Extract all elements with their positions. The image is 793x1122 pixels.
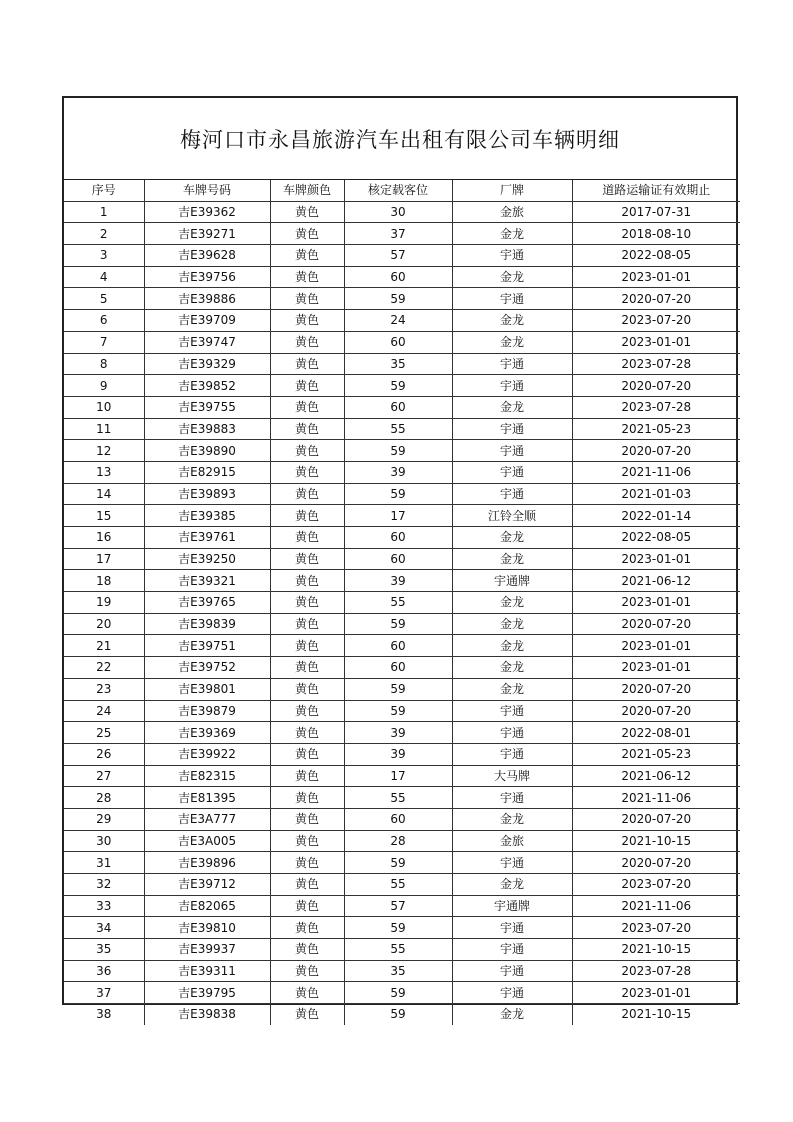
- cell-plate-number: 吉E39886: [144, 288, 270, 310]
- cell-plate-color: 黄色: [270, 700, 344, 722]
- cell-plate-number: 吉E39765: [144, 592, 270, 614]
- cell-plate-number: 吉E39852: [144, 375, 270, 397]
- cell-brand: 宇通: [452, 743, 572, 765]
- cell-permit-expiry: 2020-07-20: [572, 808, 740, 830]
- table-row: [64, 375, 740, 397]
- cell-permit-expiry: 2023-07-28: [572, 960, 740, 982]
- cell-plate-number: 吉E39362: [144, 201, 270, 223]
- cell-index: 4: [64, 266, 144, 288]
- cell-seat-capacity: 57: [344, 245, 452, 267]
- cell-brand: 金旅: [452, 201, 572, 223]
- cell-permit-expiry: 2017-07-31: [572, 201, 740, 223]
- cell-brand: 宇通: [452, 700, 572, 722]
- cell-permit-expiry: 2021-01-03: [572, 483, 740, 505]
- cell-brand: 金龙: [452, 678, 572, 700]
- cell-plate-number: 吉E81395: [144, 787, 270, 809]
- cell-seat-capacity: 17: [344, 765, 452, 787]
- cell-plate-number: 吉E39709: [144, 310, 270, 332]
- cell-brand: 金旅: [452, 830, 572, 852]
- cell-plate-color: 黄色: [270, 527, 344, 549]
- cell-index: 33: [64, 895, 144, 917]
- page-title: 梅河口市永昌旅游汽车出租有限公司车辆明细: [180, 127, 620, 152]
- cell-plate-number: 吉E3A005: [144, 830, 270, 852]
- cell-brand: 宇通: [452, 288, 572, 310]
- table-row: [64, 310, 740, 332]
- cell-permit-expiry: 2023-07-20: [572, 310, 740, 332]
- table-row: [64, 245, 740, 267]
- cell-plate-number: 吉E39321: [144, 570, 270, 592]
- cell-plate-color: 黄色: [270, 939, 344, 961]
- cell-permit-expiry: 2020-07-20: [572, 288, 740, 310]
- cell-plate-number: 吉E39369: [144, 722, 270, 744]
- cell-plate-color: 黄色: [270, 353, 344, 375]
- cell-plate-color: 黄色: [270, 375, 344, 397]
- table-row: [64, 678, 740, 700]
- cell-seat-capacity: 30: [344, 201, 452, 223]
- table-row: [64, 418, 740, 440]
- cell-brand: 宇通: [452, 483, 572, 505]
- cell-plate-color: 黄色: [270, 245, 344, 267]
- cell-permit-expiry: 2018-08-10: [572, 223, 740, 245]
- cell-seat-capacity: 39: [344, 743, 452, 765]
- cell-seat-capacity: 59: [344, 917, 452, 939]
- cell-index: 23: [64, 678, 144, 700]
- cell-permit-expiry: 2023-01-01: [572, 982, 740, 1004]
- table-row: [64, 722, 740, 744]
- cell-permit-expiry: 2021-06-12: [572, 765, 740, 787]
- cell-seat-capacity: 55: [344, 939, 452, 961]
- cell-plate-number: 吉E39839: [144, 613, 270, 635]
- table-row: [64, 613, 740, 635]
- cell-index: 18: [64, 570, 144, 592]
- header-plate-number: 车牌号码: [144, 180, 270, 201]
- cell-seat-capacity: 60: [344, 548, 452, 570]
- cell-permit-expiry: 2021-11-06: [572, 895, 740, 917]
- table-row: [64, 592, 740, 614]
- cell-index: 34: [64, 917, 144, 939]
- cell-brand: 宇通: [452, 418, 572, 440]
- cell-seat-capacity: 17: [344, 505, 452, 527]
- cell-seat-capacity: 59: [344, 440, 452, 462]
- cell-seat-capacity: 59: [344, 852, 452, 874]
- cell-permit-expiry: 2021-05-23: [572, 418, 740, 440]
- cell-permit-expiry: 2021-05-23: [572, 743, 740, 765]
- cell-plate-number: 吉E39896: [144, 852, 270, 874]
- cell-index: 35: [64, 939, 144, 961]
- cell-plate-color: 黄色: [270, 505, 344, 527]
- table-row: [64, 917, 740, 939]
- table-row: [64, 570, 740, 592]
- cell-index: 16: [64, 527, 144, 549]
- cell-seat-capacity: 60: [344, 396, 452, 418]
- cell-plate-color: 黄色: [270, 657, 344, 679]
- cell-seat-capacity: 57: [344, 895, 452, 917]
- cell-index: 15: [64, 505, 144, 527]
- cell-index: 29: [64, 808, 144, 830]
- cell-index: 19: [64, 592, 144, 614]
- cell-plate-number: 吉E39937: [144, 939, 270, 961]
- cell-plate-color: 黄色: [270, 592, 344, 614]
- header-plate-color: 车牌颜色: [270, 180, 344, 201]
- cell-plate-color: 黄色: [270, 960, 344, 982]
- table-row: [64, 982, 740, 1004]
- cell-brand: 金龙: [452, 331, 572, 353]
- table-row: [64, 895, 740, 917]
- table-row: [64, 396, 740, 418]
- cell-seat-capacity: 60: [344, 808, 452, 830]
- table-row: [64, 461, 740, 483]
- cell-seat-capacity: 39: [344, 570, 452, 592]
- cell-plate-number: 吉E82065: [144, 895, 270, 917]
- cell-permit-expiry: 2022-08-05: [572, 245, 740, 267]
- cell-brand: 金龙: [452, 635, 572, 657]
- cell-brand: 金龙: [452, 396, 572, 418]
- cell-plate-color: 黄色: [270, 787, 344, 809]
- cell-seat-capacity: 39: [344, 722, 452, 744]
- cell-plate-number: 吉E39922: [144, 743, 270, 765]
- cell-plate-color: 黄色: [270, 613, 344, 635]
- cell-index: 12: [64, 440, 144, 462]
- cell-brand: 大马牌: [452, 765, 572, 787]
- cell-index: 11: [64, 418, 144, 440]
- cell-plate-number: 吉E39385: [144, 505, 270, 527]
- table-row: [64, 852, 740, 874]
- cell-plate-color: 黄色: [270, 440, 344, 462]
- cell-plate-color: 黄色: [270, 1004, 344, 1025]
- cell-brand: 金龙: [452, 548, 572, 570]
- cell-seat-capacity: 59: [344, 982, 452, 1004]
- cell-permit-expiry: 2020-07-20: [572, 440, 740, 462]
- table-row: [64, 527, 740, 549]
- cell-plate-number: 吉E39751: [144, 635, 270, 657]
- cell-index: 37: [64, 982, 144, 1004]
- cell-index: 26: [64, 743, 144, 765]
- cell-brand: 金龙: [452, 657, 572, 679]
- cell-permit-expiry: 2021-06-12: [572, 570, 740, 592]
- cell-brand: 江铃全顺: [452, 505, 572, 527]
- cell-plate-color: 黄色: [270, 852, 344, 874]
- cell-brand: 金龙: [452, 874, 572, 896]
- cell-plate-color: 黄色: [270, 331, 344, 353]
- cell-seat-capacity: 28: [344, 830, 452, 852]
- cell-plate-number: 吉E39893: [144, 483, 270, 505]
- cell-permit-expiry: 2021-11-06: [572, 461, 740, 483]
- cell-index: 32: [64, 874, 144, 896]
- cell-index: 36: [64, 960, 144, 982]
- cell-seat-capacity: 59: [344, 483, 452, 505]
- cell-seat-capacity: 59: [344, 288, 452, 310]
- cell-permit-expiry: 2021-10-15: [572, 939, 740, 961]
- cell-plate-number: 吉E39752: [144, 657, 270, 679]
- cell-permit-expiry: 2023-01-01: [572, 592, 740, 614]
- table-row: [64, 939, 740, 961]
- cell-plate-color: 黄色: [270, 678, 344, 700]
- cell-index: 3: [64, 245, 144, 267]
- cell-brand: 宇通牌: [452, 570, 572, 592]
- cell-plate-number: 吉E39271: [144, 223, 270, 245]
- cell-brand: 金龙: [452, 592, 572, 614]
- table-row: [64, 765, 740, 787]
- table-row: [64, 505, 740, 527]
- cell-permit-expiry: 2021-10-15: [572, 830, 740, 852]
- cell-plate-color: 黄色: [270, 982, 344, 1004]
- cell-plate-number: 吉E39890: [144, 440, 270, 462]
- cell-plate-color: 黄色: [270, 461, 344, 483]
- cell-plate-number: 吉E39755: [144, 396, 270, 418]
- table-row: [64, 657, 740, 679]
- table-row: [64, 331, 740, 353]
- cell-brand: 宇通: [452, 917, 572, 939]
- cell-plate-number: 吉E39795: [144, 982, 270, 1004]
- header-brand: 厂牌: [452, 180, 572, 201]
- cell-plate-color: 黄色: [270, 396, 344, 418]
- cell-plate-number: 吉E39712: [144, 874, 270, 896]
- cell-plate-color: 黄色: [270, 570, 344, 592]
- table-row: [64, 483, 740, 505]
- cell-index: 22: [64, 657, 144, 679]
- cell-index: 27: [64, 765, 144, 787]
- cell-index: 8: [64, 353, 144, 375]
- cell-index: 25: [64, 722, 144, 744]
- cell-permit-expiry: 2020-07-20: [572, 700, 740, 722]
- vehicle-table: [64, 180, 740, 1025]
- cell-brand: 宇通: [452, 375, 572, 397]
- cell-index: 13: [64, 461, 144, 483]
- cell-seat-capacity: 37: [344, 223, 452, 245]
- header-seat-capacity: 核定载客位: [344, 180, 452, 201]
- cell-index: 28: [64, 787, 144, 809]
- cell-index: 6: [64, 310, 144, 332]
- cell-index: 7: [64, 331, 144, 353]
- table-row: [64, 440, 740, 462]
- cell-plate-color: 黄色: [270, 830, 344, 852]
- cell-permit-expiry: 2023-01-01: [572, 657, 740, 679]
- cell-plate-color: 黄色: [270, 418, 344, 440]
- cell-permit-expiry: 2023-07-28: [572, 396, 740, 418]
- cell-brand: 宇通: [452, 440, 572, 462]
- table-row: [64, 353, 740, 375]
- title-row: [64, 98, 736, 180]
- cell-plate-number: 吉E39838: [144, 1004, 270, 1025]
- cell-brand: 宇通: [452, 245, 572, 267]
- header-index: 序号: [64, 180, 144, 201]
- cell-plate-color: 黄色: [270, 895, 344, 917]
- table-row: [64, 266, 740, 288]
- cell-index: 38: [64, 1004, 144, 1025]
- cell-seat-capacity: 39: [344, 461, 452, 483]
- table-row: [64, 743, 740, 765]
- cell-permit-expiry: 2023-07-28: [572, 353, 740, 375]
- cell-plate-number: 吉E39250: [144, 548, 270, 570]
- cell-seat-capacity: 55: [344, 874, 452, 896]
- cell-permit-expiry: 2023-07-20: [572, 917, 740, 939]
- table-body: [64, 201, 740, 1025]
- table-row: [64, 960, 740, 982]
- cell-plate-number: 吉E39801: [144, 678, 270, 700]
- cell-index: 30: [64, 830, 144, 852]
- cell-index: 21: [64, 635, 144, 657]
- cell-brand: 宇通: [452, 461, 572, 483]
- cell-seat-capacity: 35: [344, 353, 452, 375]
- table-row: [64, 548, 740, 570]
- cell-permit-expiry: 2020-07-20: [572, 678, 740, 700]
- cell-permit-expiry: 2020-07-20: [572, 375, 740, 397]
- cell-seat-capacity: 59: [344, 613, 452, 635]
- cell-plate-number: 吉E39879: [144, 700, 270, 722]
- cell-plate-color: 黄色: [270, 917, 344, 939]
- cell-plate-color: 黄色: [270, 288, 344, 310]
- cell-permit-expiry: 2022-01-14: [572, 505, 740, 527]
- vehicle-list-sheet: [62, 96, 738, 1022]
- cell-plate-color: 黄色: [270, 548, 344, 570]
- cell-permit-expiry: 2023-01-01: [572, 331, 740, 353]
- cell-brand: 宇通: [452, 353, 572, 375]
- cell-plate-number: 吉E39883: [144, 418, 270, 440]
- cell-seat-capacity: 55: [344, 592, 452, 614]
- cell-brand: 宇通: [452, 722, 572, 744]
- cell-seat-capacity: 60: [344, 657, 452, 679]
- cell-brand: 宇通: [452, 982, 572, 1004]
- cell-permit-expiry: 2023-01-01: [572, 266, 740, 288]
- cell-seat-capacity: 24: [344, 310, 452, 332]
- cell-index: 14: [64, 483, 144, 505]
- table-row: [64, 874, 740, 896]
- cell-plate-number: 吉E82315: [144, 765, 270, 787]
- cell-permit-expiry: 2022-08-01: [572, 722, 740, 744]
- cell-seat-capacity: 60: [344, 527, 452, 549]
- cell-brand: 金龙: [452, 223, 572, 245]
- cell-permit-expiry: 2023-01-01: [572, 635, 740, 657]
- cell-plate-color: 黄色: [270, 722, 344, 744]
- cell-plate-color: 黄色: [270, 201, 344, 223]
- cell-index: 2: [64, 223, 144, 245]
- table-row: [64, 635, 740, 657]
- cell-plate-color: 黄色: [270, 483, 344, 505]
- cell-permit-expiry: 2021-10-15: [572, 1004, 740, 1025]
- cell-plate-number: 吉E3A777: [144, 808, 270, 830]
- cell-permit-expiry: 2021-11-06: [572, 787, 740, 809]
- cell-permit-expiry: 2020-07-20: [572, 852, 740, 874]
- cell-seat-capacity: 60: [344, 266, 452, 288]
- cell-plate-color: 黄色: [270, 808, 344, 830]
- cell-plate-color: 黄色: [270, 310, 344, 332]
- cell-seat-capacity: 60: [344, 331, 452, 353]
- cell-seat-capacity: 60: [344, 635, 452, 657]
- cell-plate-color: 黄色: [270, 874, 344, 896]
- cell-plate-number: 吉E39810: [144, 917, 270, 939]
- header-row: [64, 180, 740, 201]
- cell-seat-capacity: 59: [344, 700, 452, 722]
- cell-index: 24: [64, 700, 144, 722]
- cell-brand: 金龙: [452, 310, 572, 332]
- header-permit-expiry: 道路运输证有效期止: [572, 180, 740, 201]
- table-row: [64, 830, 740, 852]
- cell-index: 5: [64, 288, 144, 310]
- cell-seat-capacity: 55: [344, 418, 452, 440]
- cell-permit-expiry: 2020-07-20: [572, 613, 740, 635]
- table-row: [64, 1004, 740, 1025]
- cell-index: 10: [64, 396, 144, 418]
- cell-index: 9: [64, 375, 144, 397]
- cell-brand: 金龙: [452, 808, 572, 830]
- table-row: [64, 700, 740, 722]
- cell-brand: 宇通: [452, 939, 572, 961]
- cell-brand: 金龙: [452, 527, 572, 549]
- cell-plate-number: 吉E39628: [144, 245, 270, 267]
- cell-permit-expiry: 2022-08-05: [572, 527, 740, 549]
- table-row: [64, 288, 740, 310]
- cell-plate-number: 吉E39756: [144, 266, 270, 288]
- cell-plate-color: 黄色: [270, 765, 344, 787]
- cell-brand: 金龙: [452, 613, 572, 635]
- cell-plate-color: 黄色: [270, 743, 344, 765]
- cell-plate-number: 吉E39311: [144, 960, 270, 982]
- cell-brand: 金龙: [452, 266, 572, 288]
- cell-seat-capacity: 59: [344, 1004, 452, 1025]
- cell-plate-color: 黄色: [270, 635, 344, 657]
- cell-index: 31: [64, 852, 144, 874]
- cell-brand: 宇通: [452, 852, 572, 874]
- cell-seat-capacity: 35: [344, 960, 452, 982]
- cell-permit-expiry: 2023-01-01: [572, 548, 740, 570]
- cell-permit-expiry: 2023-07-20: [572, 874, 740, 896]
- cell-seat-capacity: 59: [344, 375, 452, 397]
- cell-seat-capacity: 59: [344, 678, 452, 700]
- table-header: [64, 180, 740, 201]
- cell-index: 20: [64, 613, 144, 635]
- cell-plate-number: 吉E82915: [144, 461, 270, 483]
- table-row: [64, 808, 740, 830]
- cell-brand: 宇通: [452, 787, 572, 809]
- cell-seat-capacity: 55: [344, 787, 452, 809]
- cell-plate-color: 黄色: [270, 266, 344, 288]
- cell-brand: 宇通牌: [452, 895, 572, 917]
- table-row: [64, 201, 740, 223]
- cell-plate-color: 黄色: [270, 223, 344, 245]
- cell-plate-number: 吉E39329: [144, 353, 270, 375]
- cell-plate-number: 吉E39747: [144, 331, 270, 353]
- cell-brand: 宇通: [452, 960, 572, 982]
- table-row: [64, 787, 740, 809]
- cell-brand: 金龙: [452, 1004, 572, 1025]
- cell-index: 17: [64, 548, 144, 570]
- cell-plate-number: 吉E39761: [144, 527, 270, 549]
- cell-index: 1: [64, 201, 144, 223]
- table-row: [64, 223, 740, 245]
